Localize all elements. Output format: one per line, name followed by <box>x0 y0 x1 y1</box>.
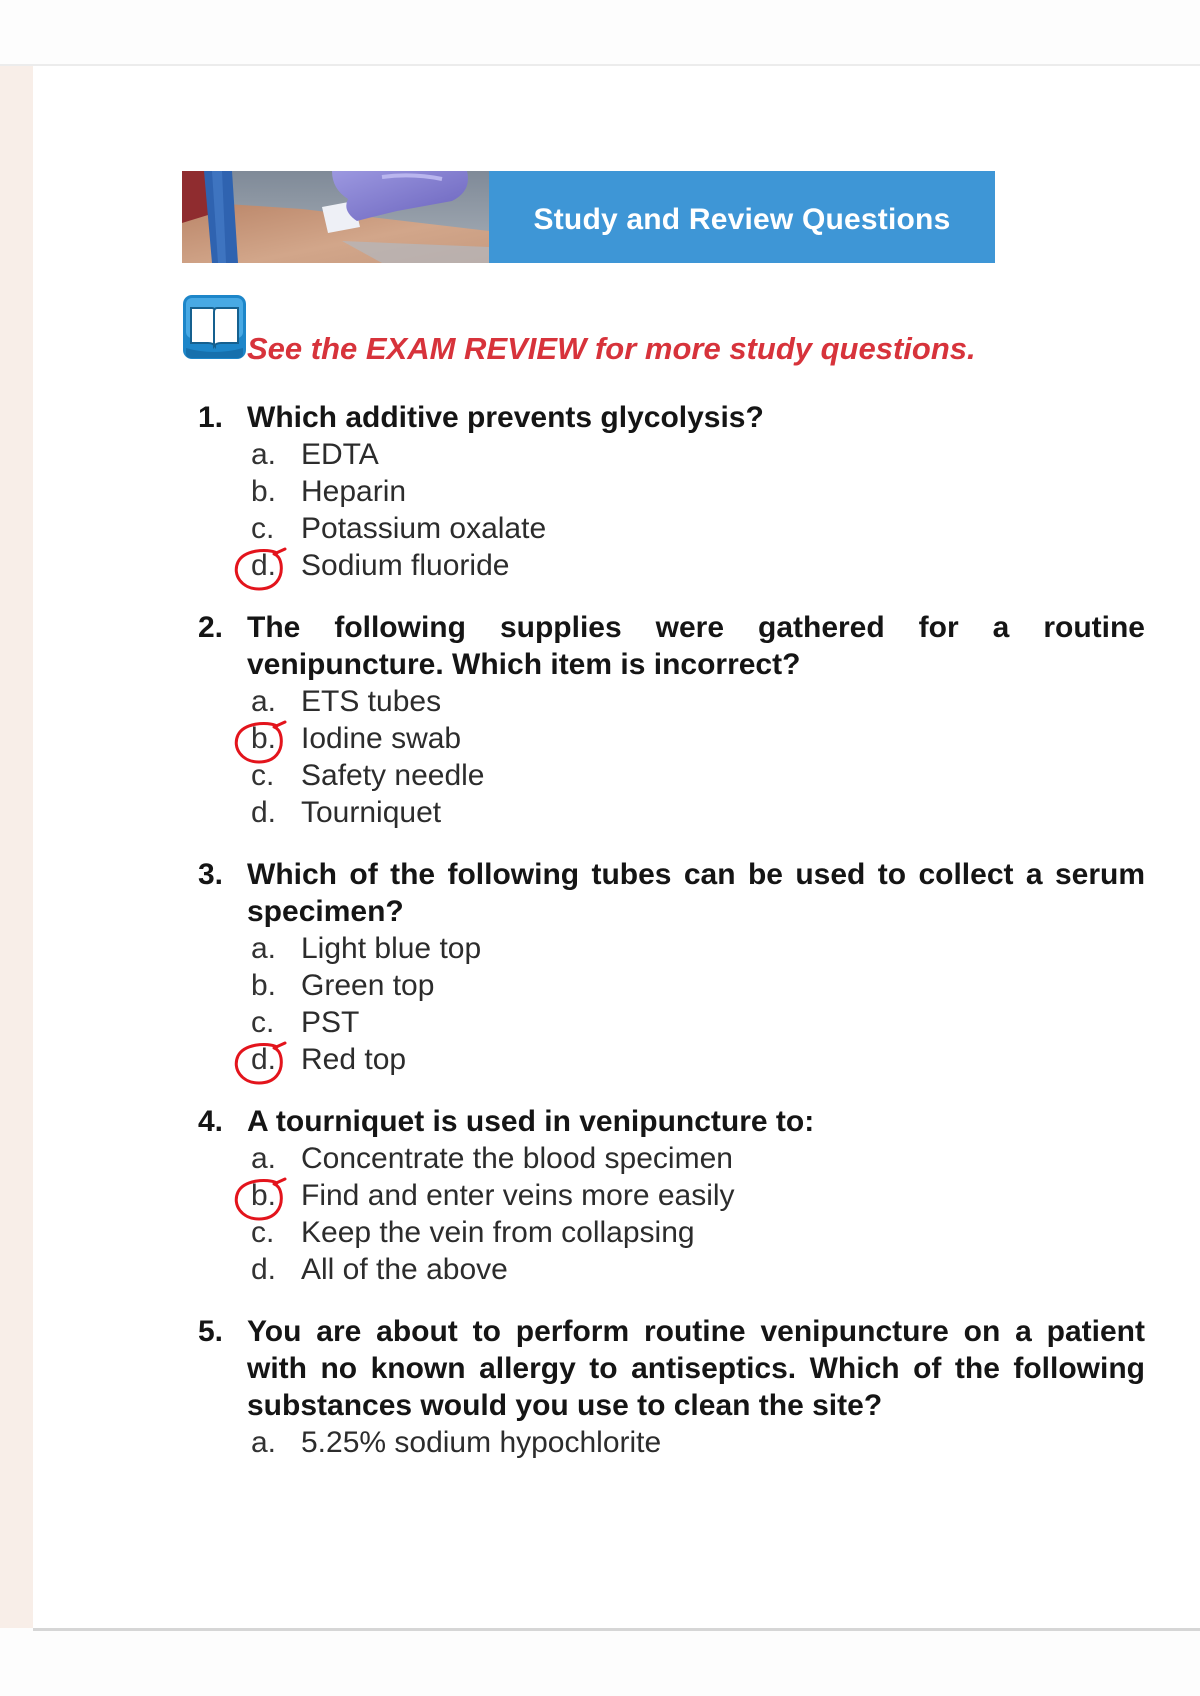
option-text: Iodine swab <box>301 722 462 755</box>
answer-option <box>251 547 1145 584</box>
option-text: PST <box>301 1006 360 1039</box>
question-number: 2. <box>198 611 224 644</box>
answer-option <box>251 1177 1145 1214</box>
section-banner <box>489 171 995 263</box>
answer-options <box>251 683 1145 831</box>
option-text: Concentrate the blood specimen <box>301 1142 733 1175</box>
option-text: Find and enter veins more easily <box>301 1179 735 1212</box>
page-bottom-edge <box>33 1628 1200 1631</box>
option-letter: a. <box>251 685 277 718</box>
answer-option <box>251 967 1145 1004</box>
answer-option <box>251 1214 1145 1251</box>
question-number: 3. <box>198 858 224 891</box>
question-text: Which of the following tubes can be used to collect a serum specimen? <box>247 858 1145 928</box>
option-letter: d. <box>251 547 301 584</box>
option-letter: d. <box>251 796 277 829</box>
question-stem <box>198 1103 1145 1140</box>
answer-options <box>251 436 1145 584</box>
question-2 <box>198 609 1145 831</box>
option-text: Tourniquet <box>301 796 442 829</box>
exam-review-note: See the EXAM REVIEW for more study questions. <box>247 331 976 366</box>
option-text: Green top <box>301 969 435 1002</box>
option-text: 5.25% sodium hypochlorite <box>301 1426 662 1459</box>
answer-option <box>251 720 1145 757</box>
option-text: Red top <box>301 1043 407 1076</box>
option-text: Sodium fluoride <box>301 549 510 582</box>
option-letter: a. <box>251 1426 277 1459</box>
option-letter: b. <box>251 969 277 1002</box>
answer-option <box>251 757 1145 794</box>
option-letter: b. <box>251 720 301 757</box>
answer-options <box>251 930 1145 1078</box>
option-letter: c. <box>251 512 275 545</box>
option-text: EDTA <box>301 438 379 471</box>
option-letter: b. <box>251 1177 301 1214</box>
option-text: Keep the vein from collapsing <box>301 1216 695 1249</box>
question-number: 5. <box>198 1315 224 1348</box>
question-number: 4. <box>198 1105 224 1138</box>
option-letter: c. <box>251 1006 275 1039</box>
answer-option <box>251 1251 1145 1288</box>
answer-option <box>251 1041 1145 1078</box>
option-letter: d. <box>251 1253 277 1286</box>
question-number: 1. <box>198 401 224 434</box>
answer-option <box>251 794 1145 831</box>
option-letter: d. <box>251 1041 301 1078</box>
answer-circle-mark <box>231 1042 287 1086</box>
option-letter: a. <box>251 1142 277 1175</box>
question-stem <box>198 609 1145 683</box>
answer-option <box>251 473 1145 510</box>
book-icon <box>182 294 247 360</box>
section-title: Study and Review Questions <box>533 203 951 236</box>
question-stem <box>198 856 1145 930</box>
option-text: Potassium oxalate <box>301 512 547 545</box>
answer-option <box>251 1424 1145 1461</box>
question-1 <box>198 399 1145 584</box>
question-5 <box>198 1313 1145 1461</box>
page-left-margin <box>0 66 33 1628</box>
question-text: Which additive prevents glycolysis? <box>247 401 764 434</box>
option-letter: b. <box>251 475 277 508</box>
answer-options <box>251 1424 1145 1461</box>
answer-option <box>251 1140 1145 1177</box>
venipuncture-photo <box>182 171 489 263</box>
question-3 <box>198 856 1145 1078</box>
option-letter: c. <box>251 1216 275 1249</box>
option-text: Heparin <box>301 475 407 508</box>
question-stem <box>198 1313 1145 1424</box>
venipuncture-photo-image <box>182 171 489 263</box>
answer-circle-mark <box>231 548 287 592</box>
option-text: Safety needle <box>301 759 485 792</box>
option-text: All of the above <box>301 1253 508 1286</box>
question-text: A tourniquet is used in venipuncture to: <box>247 1105 815 1138</box>
answer-option <box>251 436 1145 473</box>
question-list <box>198 399 1145 1486</box>
viewer-top-bar <box>0 0 1200 66</box>
question-text: You are about to perform routine venipuncture on a patient with no known allergy to antiseptics. Which of the following substances would you use to clean the site? <box>247 1315 1145 1422</box>
answer-option <box>251 683 1145 720</box>
option-letter: a. <box>251 932 277 965</box>
option-letter: a. <box>251 438 277 471</box>
option-text: ETS tubes <box>301 685 442 718</box>
answer-options <box>251 1140 1145 1288</box>
question-stem <box>198 399 1145 436</box>
answer-option <box>251 1004 1145 1041</box>
answer-option <box>251 510 1145 547</box>
question-4 <box>198 1103 1145 1288</box>
question-text: The following supplies were gathered for a routine venipuncture. Which item is incorrect? <box>247 611 1145 681</box>
option-text: Light blue top <box>301 932 482 965</box>
option-letter: c. <box>251 759 275 792</box>
answer-option <box>251 930 1145 967</box>
